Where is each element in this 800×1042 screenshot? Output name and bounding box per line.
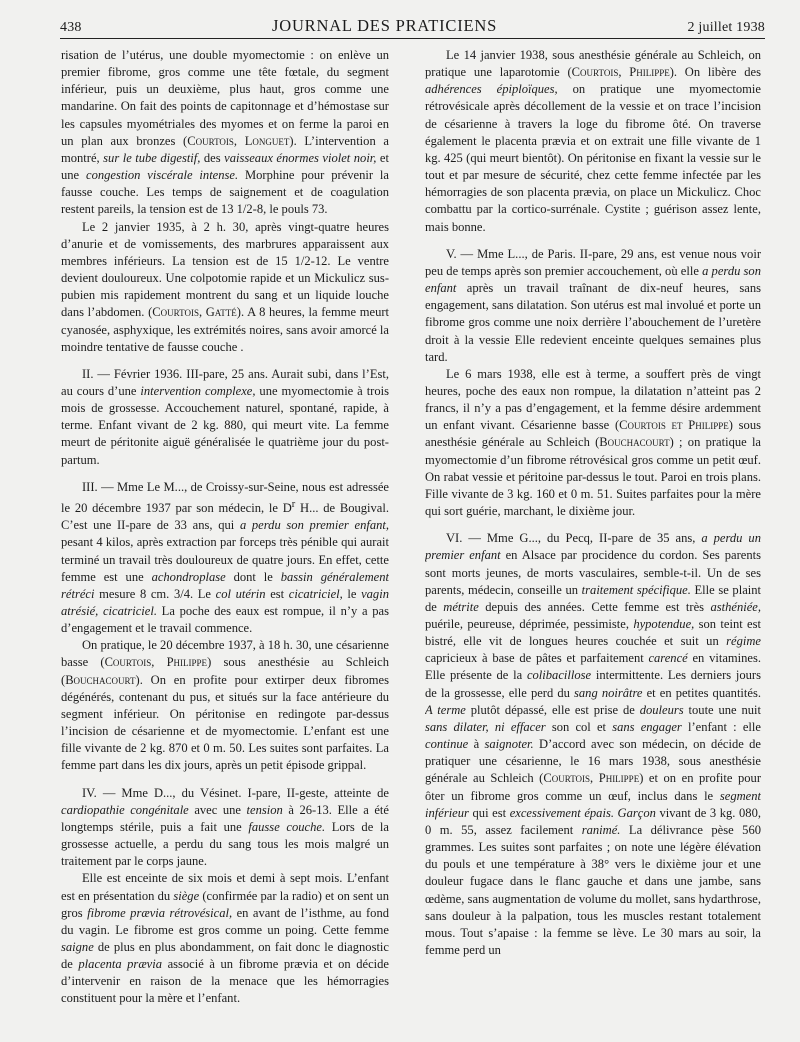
paragraph: III. — Mme Le M..., de Croissy-sur-Seine, nous est adressée le 20 décembre 1937 par son médecin, le $D^r$ H... de Bougival. C’est une II-pare de 33 ans, qui a perdu son premier enfant, pesant 4 kilos, après extraction par forceps très pénible qui aurait terminé un travail très douloureux de quatre jours. En effet, cette femme est une achondroplase dont le bassin généralement rétréci mesure 8 cm. 3/4. Le col utérin est cicatriciel, le vagin atrésié, cicatriciel. La poche des eaux est rompue, il n’y a pas d’engagement et le travail commence. [61,479,389,636]
paragraph: IV. — Mme D..., du Vésinet. I-pare, II-geste, atteinte de cardiopathie congénitale avec une tension à 26-13. Elle a été longtemps stérile, puis a fait une fausse couche. Lors de la grossesse actuelle, a perdu du sang tous les mois malgré un traitement par le corps jaune. [61,785,389,869]
paragraph: V. — Mme L..., de Paris. II-pare, 29 ans, est venue nous voir peu de temps après son premier accouchement, où elle a perdu son enfant après un travail traînant de dix-neuf heures, sans engagement, sans dilatation. Son utérus est mal involué et porte un fibrome gros comme une noix derrière l’abouchement de l’uretère droit à la vessie Elle redevient enceinte quelques semaines plus tard. [425,246,761,364]
paragraph: Le 14 janvier 1938, sous anesthésie générale au Schleich, on pratique une laparotomie (Courtois, Philippe). On libère des adhérences épiploïques, on pratique une myomectomie rétrovésicale après décollement de la vessie et on trace l’incision de césarienne à travers la loge du fibrome ôté. On traverse également le placenta prævia et on extrait une fille vivante de 1 kg. 425 (qui meurt bientôt). On péritonise en fixant la vessie sur le tout et par mesure de sécurité, chez cette femme infectée par les hémorragies de son placenta prævia, on place un Mickulicz. Choc combattu par la cortico-surrénale. Cystite ; guérison assez lente, mais bonne. [425,48,761,234]
issue-date: 2 juillet 1938 [687,20,765,35]
page-number: 438 [60,20,82,35]
paragraph: Le 6 mars 1938, elle est à terme, a souffert près de vingt heures, poche des eaux non rompue, la dilatation n’atteint pas 2 francs, il n’y a pas d’engagement, et la femme désire ardemment un enfant vivant. Césarienne basse (Courtois et Philippe) sous anesthésie générale au Schleich (Bouchacourt) ; on pratique la myomectomie d’un fibrome rétrovésical gros comme un petit œuf. On rabat vessie et péritoine par-dessus le tout. Paroi en trois plans. Fille vivante de 3 kg. 160 et 0 m. 51. Suites parfaites pour la mère qui sort guérie, marchant, le dixième jour. [425,366,761,519]
paragraph: II. — Février 1936. III-pare, 25 ans. Aurait subi, dans l’Est, au cours d’une intervention complexe, une myomectomie à trois mois de grossesse. Accouchement naturel, spontané, rapide, à terme. Enfant vivant de 2 kg. 880, qui meurt vite. La femme meurt de péritonite aiguë généralisée le quatrième jour du post-partum. [61,366,389,467]
right-column [425,47,761,1037]
running-header [60,16,765,38]
journal-title: JOURNAL DES PRATICIENS [272,16,498,35]
paragraph: VI. — Mme G..., du Pecq, II-pare de 35 ans, a perdu un premier enfant en Alsace par procidence du cordon. Ses parents sont morts jeunes, de morts vasculaires, semble-t-il. Un de ses parents, médecin, conseille un traitement spécifique. Elle se plaint de métrite depuis des années. Cette femme est très asthéniée, puérile, peureuse, déprimée, pessimiste, hypotendue, son teint est bistré, elle vit de longues heures couchée et suit un régime capricieux à base de pâtes et parfaitement carencé en vitamines. Elle présente de la colibacillose intermittente. Les derniers jours de la grossesse, elle perd du sang noirâtre et en petites quantités. A terme plutôt dépassé, elle est prise de douleurs toute une nuit sans dilater, ni effacer son col et sans engager l’enfant : elle continue à saignoter. D’accord avec son médecin, on décide de pratiquer une césarienne, le 16 mars 1938, sous anesthésie générale au Schleich (Courtois, Philippe) et on en profite pour ôter un fibrome gros comme un œuf, inclus dans le segment inférieur qui est excessivement épais. Garçon vivant de 3 kg. 080, 0 m. 55, assez facilement ranimé. La délivrance pèse 560 grammes. Les suites sont parfaites ; on note une légère élévation du pouls et une température à 38° vers le dixième jour et une douleur fugace dans le flanc gauche et dans une jambe, sans œdème, sans augmentation de volume du mollet, sans hydarthrose, sans douleur à la palpation, tous les muscles restant totalement mous. Tout s’apaise : la femme se lève. Le 30 mars au soir, la femme perd un [425,531,761,957]
header-rule [60,38,765,39]
left-column [61,47,389,1037]
paragraph: risation de l’utérus, une double myomectomie : on enlève un premier fibrome, gros comme une tête fœtale, du segment inférieur, puis un deuxième, plus haut, gros comme une mandarine. On fait des points de capitonnage et d’hémostase sur les capsules myométriales des myomes et on ferme la paroi en un plan aux bronzes (Courtois, Longuet). L’intervention a montré, sur le tube digestif, des vaisseaux énormes violet noir, et une congestion viscérale intense. Morphine pour prévenir la fausse couche. Les temps de saignement et de coagulation restent pareils, la tension est de 13 1/2-8, le pouls 73. [61,48,389,217]
paragraph: On pratique, le 20 décembre 1937, à 18 h. 30, une césarienne basse (Courtois, Philippe) sous anesthésie au Schleich (Bouchacourt). On en profite pour extirper deux fibromes dégénérés, contenant du pus, et situés sur la face antérieure du segment inférieur. On péritonise en redingote par-dessus l’incision de césarienne et de myomectomie. L’enfant est une fille vivante de 2 kg. 870 et 0 m. 50. Les suites sont parfaites. La femme part dans les dix jours, après un petit épisode grippal. [61,638,389,773]
paragraph: Le 2 janvier 1935, à 2 h. 30, après vingt-quatre heures d’anurie et de vomissements, des marbrures apparaissent aux membres inférieurs. La tension est de 15 1/2-12. Le ventre devient douloureux. Une colpotomie rapide et un Mickulicz sus-pubien mis rapidement montrent du sang et un liquide louche dans l’abdomen. (Courtois, Gatté). A 8 heures, la femme meurt cyanosée, asphyxique, les extrémités noires, sans avoir amorcé la moindre tentative de fausse couche . [61,219,389,354]
paragraph: Elle est enceinte de six mois et demi à sept mois. L’enfant est en présentation du siège (confirmée par la radio) et on sent un gros fibrome prævia rétrovésical, en avant de l’isthme, au fond du vagin. Le fibrome est gros comme un poing. Cette femme saigne de plus en plus abondamment, on fait donc le diagnostic de placenta prævia associé à un fibrome prævia et on décide d’intervenir en raison de la menace que les hémorragies constituent pour la mère et l’enfant. [61,871,389,1006]
